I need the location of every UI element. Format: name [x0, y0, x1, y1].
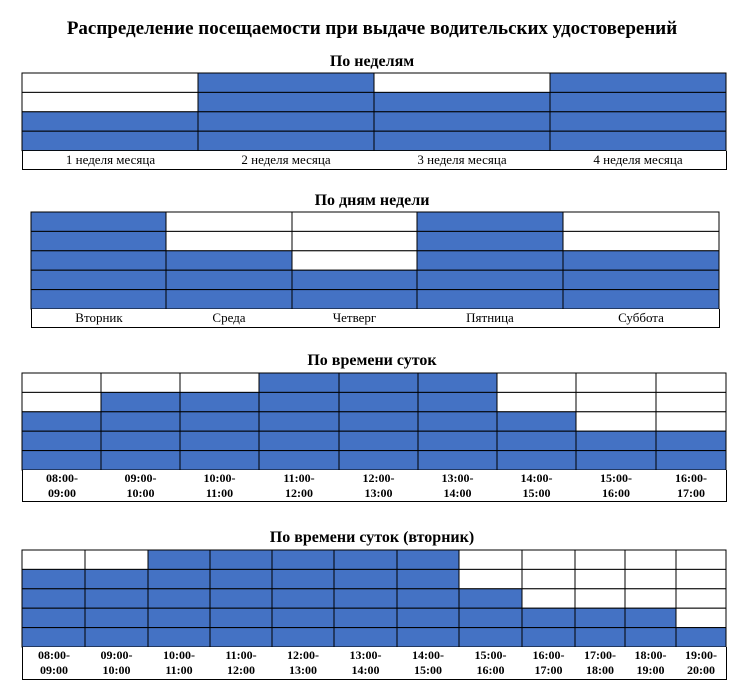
heatmap-cell-filled [334, 589, 397, 608]
heatmap-cell-filled [397, 608, 459, 627]
heatmap-cell-filled [334, 569, 397, 588]
heatmap-cell-filled [210, 569, 272, 588]
heatmap-cell-empty [676, 589, 726, 608]
heatmap-cell-filled [85, 589, 148, 608]
heatmap-cell-filled [334, 608, 397, 627]
heatmap-cell-filled [85, 569, 148, 588]
heatmap-cell-empty [575, 589, 625, 608]
chart-title-weeks: По неделям [329, 53, 415, 70]
heatmap-cell-filled [85, 628, 148, 647]
category-label: 10:00- 11:00 [180, 470, 260, 502]
category-label: 12:00- 13:00 [272, 647, 335, 680]
heatmap-cell-filled [210, 550, 272, 569]
heatmap-cell-empty [625, 550, 676, 569]
chart-title-weekdays: По дням недели [314, 192, 430, 209]
heatmap-cell-filled [148, 550, 210, 569]
heatmap-cell-filled [625, 628, 676, 647]
category-label: 16:00- 17:00 [522, 647, 576, 680]
heatmap-cell-empty [522, 569, 575, 588]
heatmap-cell-filled [272, 628, 334, 647]
chart-title-time: По времени суток [307, 352, 437, 369]
heatmap-cell-empty [625, 589, 676, 608]
heatmap-cell-empty [676, 550, 726, 569]
heatmap-cell-filled [397, 628, 459, 647]
category-label: 11:00- 12:00 [259, 470, 340, 502]
heatmap-cell-filled [575, 608, 625, 627]
category-label: 08:00- 09:00 [22, 470, 102, 502]
category-label: 09:00- 10:00 [85, 647, 149, 680]
heatmap-cell-filled [85, 608, 148, 627]
heatmap-cell-filled [334, 550, 397, 569]
category-label: 14:00- 15:00 [497, 470, 577, 502]
heatmap-cell-empty [575, 569, 625, 588]
category-label: 17:00- 18:00 [575, 647, 626, 680]
heatmap-cell-filled [522, 628, 575, 647]
category-label: Суббота [563, 309, 720, 328]
heatmap-cell-filled [22, 628, 85, 647]
heatmap-cell-filled [272, 550, 334, 569]
category-label: 08:00- 09:00 [22, 647, 86, 680]
heatmap-cell-filled [210, 589, 272, 608]
category-label: 4 неделя месяца [550, 151, 727, 170]
chart-title-time-tuesday: По времени суток (вторник) [269, 529, 475, 546]
category-label: 2 неделя месяца [198, 151, 375, 170]
heatmap-cell-empty [676, 608, 726, 627]
heatmap-cell-filled [148, 608, 210, 627]
category-label: 14:00- 15:00 [397, 647, 460, 680]
heatmap-cell-empty [459, 550, 522, 569]
heatmap-cell-filled [148, 589, 210, 608]
category-label: 12:00- 13:00 [339, 470, 419, 502]
heatmap-cell-filled [397, 569, 459, 588]
category-label: 18:00- 19:00 [625, 647, 677, 680]
heatmap-cell-filled [148, 569, 210, 588]
category-label: 19:00- 20:00 [676, 647, 727, 680]
category-label: Пятница [417, 309, 564, 328]
category-label: 13:00- 14:00 [334, 647, 398, 680]
heatmap-cell-filled [210, 628, 272, 647]
heatmap-cell-filled [272, 589, 334, 608]
heatmap-cell-filled [676, 628, 726, 647]
page-title: Распределение посещаемости при выдаче водительских удостоверений [66, 18, 678, 39]
heatmap-cell-filled [575, 628, 625, 647]
heatmap-cell-filled [459, 589, 522, 608]
heatmap-cell-empty [625, 569, 676, 588]
heatmap-cell-filled [148, 628, 210, 647]
category-label: 09:00- 10:00 [101, 470, 181, 502]
heatmap-cell-filled [459, 628, 522, 647]
heatmap-cell-filled [272, 569, 334, 588]
heatmap-cell-empty [575, 550, 625, 569]
category-label: 13:00- 14:00 [418, 470, 498, 502]
category-label: 15:00- 16:00 [576, 470, 657, 502]
heatmap-cell-filled [625, 608, 676, 627]
heatmap-cell-empty [22, 550, 85, 569]
heatmap-cell-empty [522, 589, 575, 608]
heatmap-cell-filled [22, 569, 85, 588]
heatmap-cell-filled [22, 608, 85, 627]
heatmap-cell-filled [210, 608, 272, 627]
category-label: 10:00- 11:00 [148, 647, 211, 680]
category-label: Вторник [31, 309, 167, 328]
heatmap-cell-filled [459, 608, 522, 627]
category-label: 11:00- 12:00 [210, 647, 273, 680]
category-label: Четверг [292, 309, 418, 328]
heatmap-cell-empty [459, 569, 522, 588]
heatmap-cell-empty [522, 550, 575, 569]
heatmap-cell-filled [272, 608, 334, 627]
heatmap-cell-filled [522, 608, 575, 627]
category-label: 16:00- 17:00 [656, 470, 727, 502]
category-label: 1 неделя месяца [22, 151, 199, 170]
category-label: Среда [166, 309, 293, 328]
heatmap-cell-filled [397, 589, 459, 608]
heatmap-cell-filled [22, 589, 85, 608]
heatmap-cell-empty [85, 550, 148, 569]
heatmap-cell-filled [397, 550, 459, 569]
heatmap-cell-empty [676, 569, 726, 588]
category-label: 3 неделя месяца [374, 151, 551, 170]
category-label: 15:00- 16:00 [459, 647, 523, 680]
heatmap-cell-filled [334, 628, 397, 647]
